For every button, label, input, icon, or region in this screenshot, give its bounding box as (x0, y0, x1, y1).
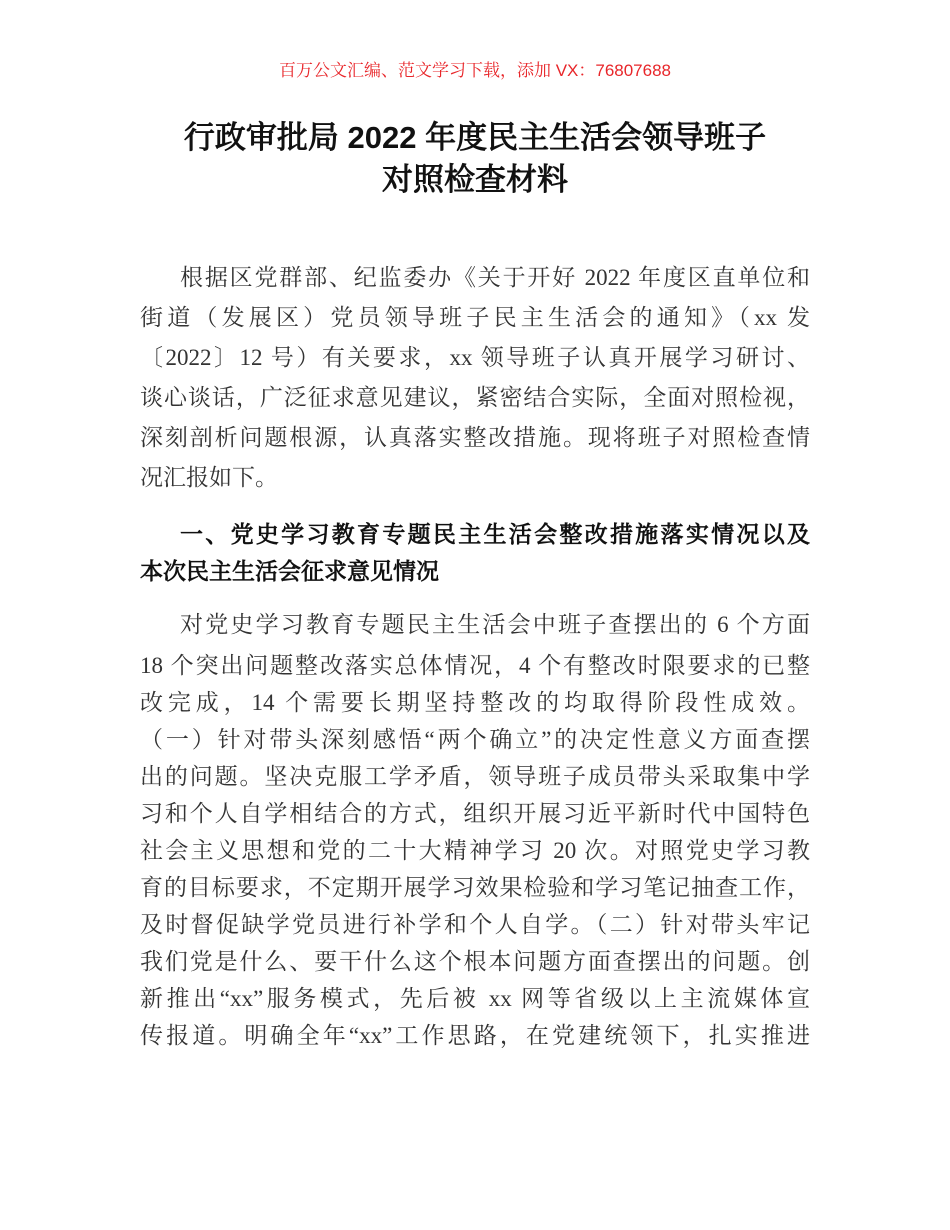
text-line: 况汇报如下。 (140, 465, 278, 490)
text-line: 街道（发展区）党员领导班子民主生活会的通知》（xx 发 (140, 305, 810, 330)
text-line: 根据区党群部、纪监委办《关于开好 2022 年度区直单位和 (180, 265, 810, 290)
heading-line: 一、党史学习教育专题民主生活会整改措施落实情况以及 (180, 522, 810, 547)
text-line: 习和个人自学相结合的方式，组织开展习近平新时代中国特色 (140, 801, 810, 826)
heading-line: 本次民主生活会征求意见情况 (140, 559, 439, 584)
watermark-text: 百万公文汇编、范文学习下载，添加 VX：76807688 (278, 61, 672, 80)
text-line: 社会主义思想和党的二十大精神学习 20 次。对照党史学习教 (140, 838, 810, 863)
text-line: 深刻剖析问题根源，认真落实整改措施。现将班子对照检查情 (140, 425, 810, 450)
text-line: 出的问题。坚决克服工学矛盾，领导班子成员带头采取集中学 (140, 764, 810, 789)
text-line: 对党史学习教育专题民主生活会中班子查摆出的 6 个方面 (180, 612, 811, 637)
text-line: 育的目标要求，不定期开展学习效果检验和学习笔记抽查工作， (140, 875, 810, 900)
text-line: 〔2022〕12 号）有关要求，xx 领导班子认真开展学习研讨、 (140, 345, 810, 370)
text-line: 18 个突出问题整改落实总体情况，4 个有整改时限要求的已整 (140, 653, 810, 678)
text-line: 及时督促缺学党员进行补学和个人自学。（二）针对带头牢记 (140, 912, 810, 937)
text-line: （一）针对带头深刻感悟“两个确立”的决定性意义方面查摆 (140, 727, 810, 752)
document-title-line-2: 对照检查材料 (382, 162, 568, 197)
text-line: 新推出“xx”服务模式，先后被 xx 网等省级以上主流媒体宣 (140, 986, 810, 1011)
text-line: 我们党是什么、要干什么这个根本问题方面查摆出的问题。创 (140, 949, 810, 974)
text-line: 传报道。明确全年“xx”工作思路，在党建统领下，扎实推进 (140, 1023, 810, 1048)
text-line: 改完成，14 个需要长期坚持整改的均取得阶段性成效。 (140, 690, 810, 715)
text-line: 谈心谈话，广泛征求意见建议，紧密结合实际，全面对照检视， (140, 385, 810, 410)
document-title-line-1: 行政审批局 2022 年度民主生活会领导班子 (183, 120, 767, 155)
